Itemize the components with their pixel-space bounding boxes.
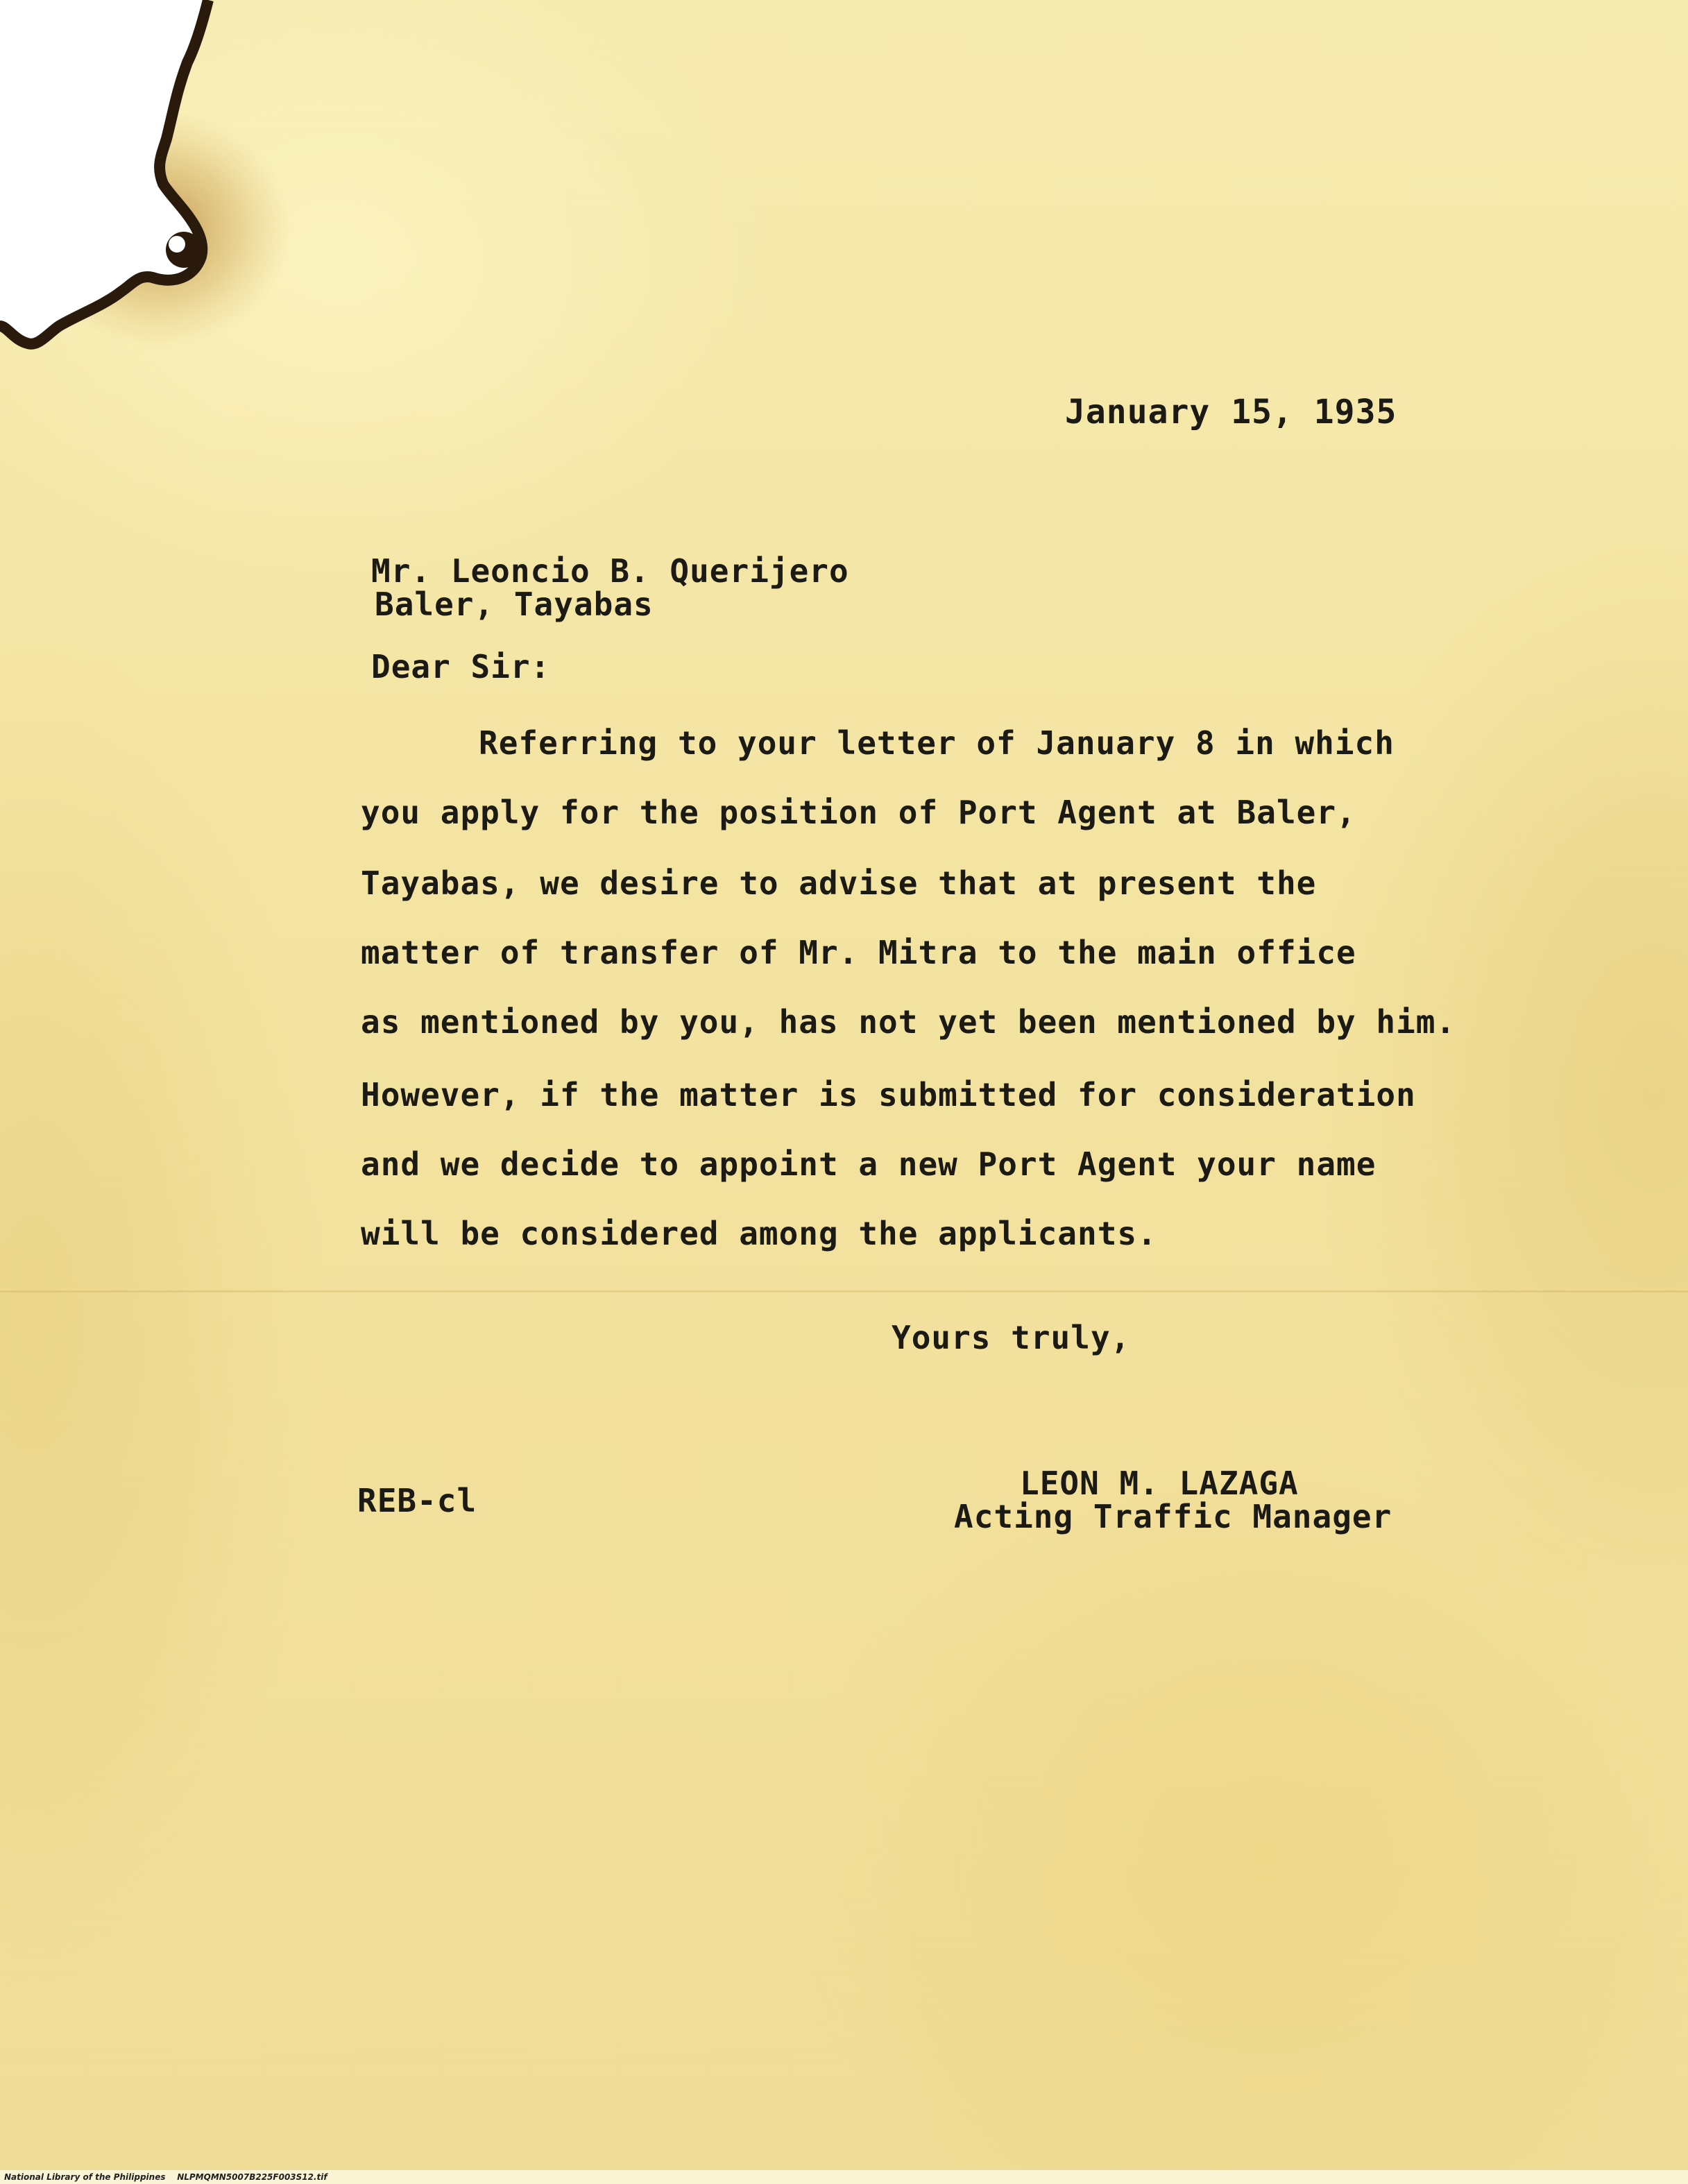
body-line: you apply for the position of Port Agent at Baler, xyxy=(361,794,1356,831)
body-line: will be considered among the applicants. xyxy=(361,1215,1157,1252)
paper-fold-line xyxy=(0,1290,1688,1293)
burn-damage-mark xyxy=(0,0,291,389)
recipient-name: Mr. Leoncio B. Querijero xyxy=(371,552,849,590)
letter-date: January 15, 1935 xyxy=(1065,393,1397,432)
archive-caption: National Library of the Philippines NLPMQMN5007B225F003S12.tif xyxy=(4,2172,327,2182)
body-line: Referring to your letter of January 8 in which xyxy=(479,724,1395,762)
typist-initials: REB-cl xyxy=(357,1482,477,1519)
body-line: However, if the matter is submitted for consideration xyxy=(361,1076,1416,1114)
signatory-title: Acting Traffic Manager xyxy=(954,1498,1392,1535)
body-line: as mentioned by you, has not yet been mentioned by him. xyxy=(361,1003,1456,1041)
body-line: matter of transfer of Mr. Mitra to the main office xyxy=(361,934,1356,971)
signatory-name: LEON M. LAZAGA xyxy=(1020,1465,1299,1502)
body-line: Tayabas, we desire to advise that at present the xyxy=(361,864,1317,902)
body-line: and we decide to appoint a new Port Agent your name xyxy=(361,1145,1376,1183)
recipient-address: Baler, Tayabas xyxy=(375,586,654,623)
closing: Yours truly, xyxy=(892,1319,1131,1356)
salutation: Dear Sir: xyxy=(371,648,551,685)
